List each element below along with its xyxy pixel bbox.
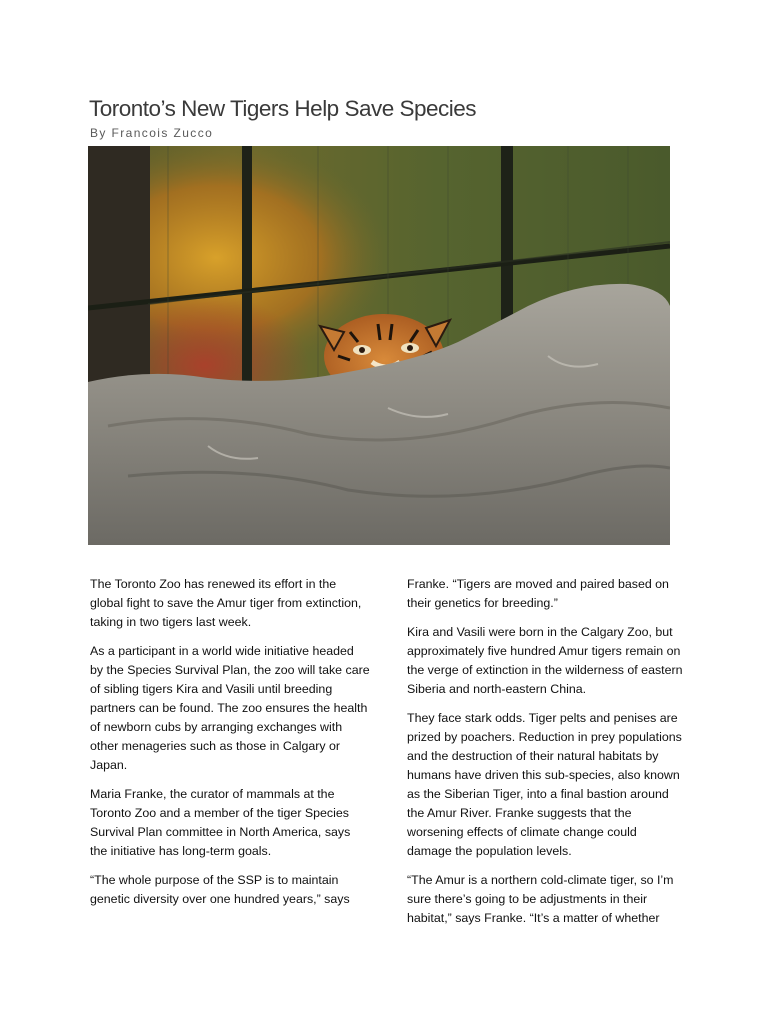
tiger-photo-illustration bbox=[88, 146, 670, 545]
body-paragraph: Franke. “Tigers are moved and paired based on their genetics for breeding.” bbox=[407, 577, 669, 610]
body-column-left bbox=[90, 575, 370, 919]
body-paragraph: “The Amur is a northern cold-climate tiger, so I’m sure there’s going to be adjustments in their habitat,” says Franke. “It’s a matter of whether bbox=[407, 873, 674, 925]
article-photo bbox=[88, 146, 670, 545]
article-byline: By Francois Zucco bbox=[90, 126, 214, 140]
body-column-right bbox=[407, 575, 683, 938]
body-paragraph: Maria Franke, the curator of mammals at the Toronto Zoo and a member of the tiger Species Survival Plan committee in North America, says the initiative has long-term goals. bbox=[90, 787, 351, 858]
body-paragraph: They face stark odds. Tiger pelts and penises are prized by poachers. Reduction in prey populations and the destruction of their natural habitats by humans have driven this sub-species, also known as the Siberian Tiger, into a final bastion around the Amur River. Franke suggests that the worsening effects of climate change could damage the population levels. bbox=[407, 711, 682, 858]
body-paragraph: The Toronto Zoo has renewed its effort in the global fight to save the Amur tiger from extinction, taking in two tigers last week. bbox=[90, 577, 362, 629]
article-title: Toronto’s New Tigers Help Save Species bbox=[89, 96, 477, 121]
body-paragraph: Kira and Vasili were born in the Calgary Zoo, but approximately five hundred Amur tigers remain on the verge of extinction in the wilderness of eastern Siberia and north-eastern China. bbox=[407, 625, 683, 696]
body-paragraph: As a participant in a world wide initiative headed by the Species Survival Plan, the zoo will take care of sibling tigers Kira and Vasili until breeding partners can be found. The zoo ensures the health of newborn cubs by arranging exchanges with other menageries such as those in Calgary or Japan. bbox=[90, 644, 370, 772]
body-paragraph: “The whole purpose of the SSP is to maintain genetic diversity over one hundred years,” says bbox=[90, 873, 350, 906]
